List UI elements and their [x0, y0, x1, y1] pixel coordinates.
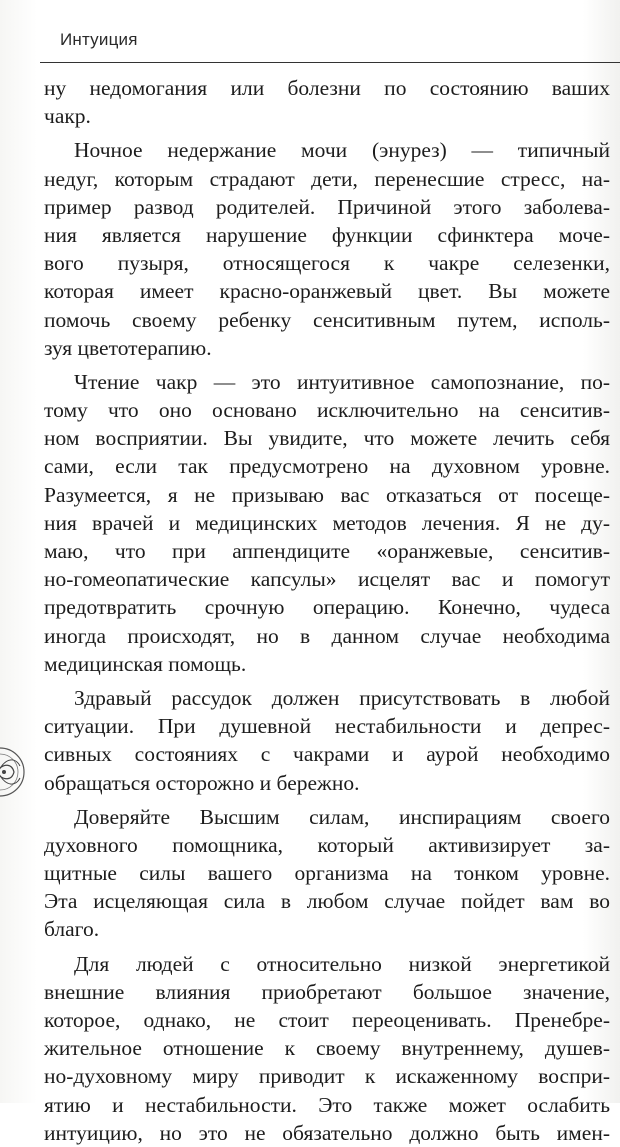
text-line: интуицию, но это не обязательно должно быть имен-: [44, 1120, 610, 1145]
text-line: иногда происходят, но в данном случае необходима: [44, 623, 610, 648]
running-head: Интуиция: [60, 30, 138, 49]
text-line: Эта исцеляющая сила в любом случае пойдет вам во: [44, 889, 610, 914]
text-line: ситуации. При душевной нестабильности и депрес-: [44, 714, 610, 739]
text-line: Доверяйте Высшим силам, инспирациям своего: [74, 804, 610, 829]
text-line: жительное отношение к своему внутреннему, душев-: [44, 1036, 610, 1061]
text-line: Разумеется, я не призываю вас отказаться от посеще-: [44, 482, 610, 507]
text-line: ния является нарушение функции сфинктера моче-: [44, 222, 610, 247]
text-line: духовного помощника, который активизирует за-: [44, 832, 610, 857]
text-line: медицинская помощь.: [44, 651, 247, 676]
text-line: но-гомеопатические капсулы» исцелят вас и помогут: [44, 567, 610, 592]
text-line: ном восприятии. Вы увидите, что можете лечить себя: [44, 426, 610, 451]
text-line: Чтение чакр — это интуитивное самопознание, по-: [74, 369, 610, 394]
paragraph: [44, 74, 610, 130]
paragraph: [44, 368, 610, 678]
paragraph: [44, 803, 610, 944]
text-line: благо.: [44, 917, 100, 942]
text-line: вого пузыря, относящегося к чакре селезенки,: [44, 251, 610, 276]
text-line: Ночное недержание мочи (энурез) — типичный: [74, 138, 610, 163]
text-line: ну недомогания или болезни по состоянию ваших: [44, 76, 610, 100]
text-line: внешние влияния приобретают большое значение,: [44, 979, 610, 1004]
text-line: зуя цветотерапию.: [44, 335, 212, 360]
header-rule: [40, 62, 620, 63]
text-line: ния врачей и медицинских методов лечения. Я не ду-: [44, 510, 610, 535]
body-text: [44, 74, 610, 1147]
text-line: помочь своему ребенку сенситивным путем, исполь-: [44, 307, 610, 332]
text-line: которое, однако, не стоит переоценивать. Пренебре-: [44, 1008, 610, 1032]
text-line: маю, что при аппендиците «оранжевые, сенситив-: [44, 539, 610, 563]
text-line: которая имеет красно-оранжевый цвет. Вы можете: [44, 279, 610, 304]
text-line: пример развод родителей. Причиной этого заболева-: [44, 194, 610, 219]
text-line: сами, если так предусмотрено на духовном уровне.: [44, 454, 610, 479]
text-line: сивных состояниях с чакрами и аурой необходимо: [44, 742, 610, 767]
paragraph: [44, 950, 610, 1147]
text-line: щитные силы вашего организма на тонком уровне.: [44, 861, 610, 886]
text-line: обращаться осторожно и бережно.: [44, 770, 360, 795]
text-line: но-духовному миру приводит к искаженному воспри-: [44, 1064, 610, 1089]
paragraph: [44, 684, 610, 797]
text-line: чакр.: [44, 104, 91, 129]
text-line: недуг, которым страдают дети, перенесшие стресс, на-: [44, 166, 610, 191]
text-line: ятию и нестабильности. Это также может ослабить: [44, 1092, 610, 1117]
lotus-emblem-icon: [0, 742, 30, 802]
text-line: Здравый рассудок должен присутствовать в любой: [74, 685, 610, 710]
text-line: Для людей с относительно низкой энергетикой: [74, 951, 610, 976]
text-line: тому что оно основано исключительно на сенситив-: [44, 398, 610, 423]
text-line: предотвратить срочную операцию. Конечно, чудеса: [44, 595, 610, 620]
paragraph: [44, 136, 610, 362]
